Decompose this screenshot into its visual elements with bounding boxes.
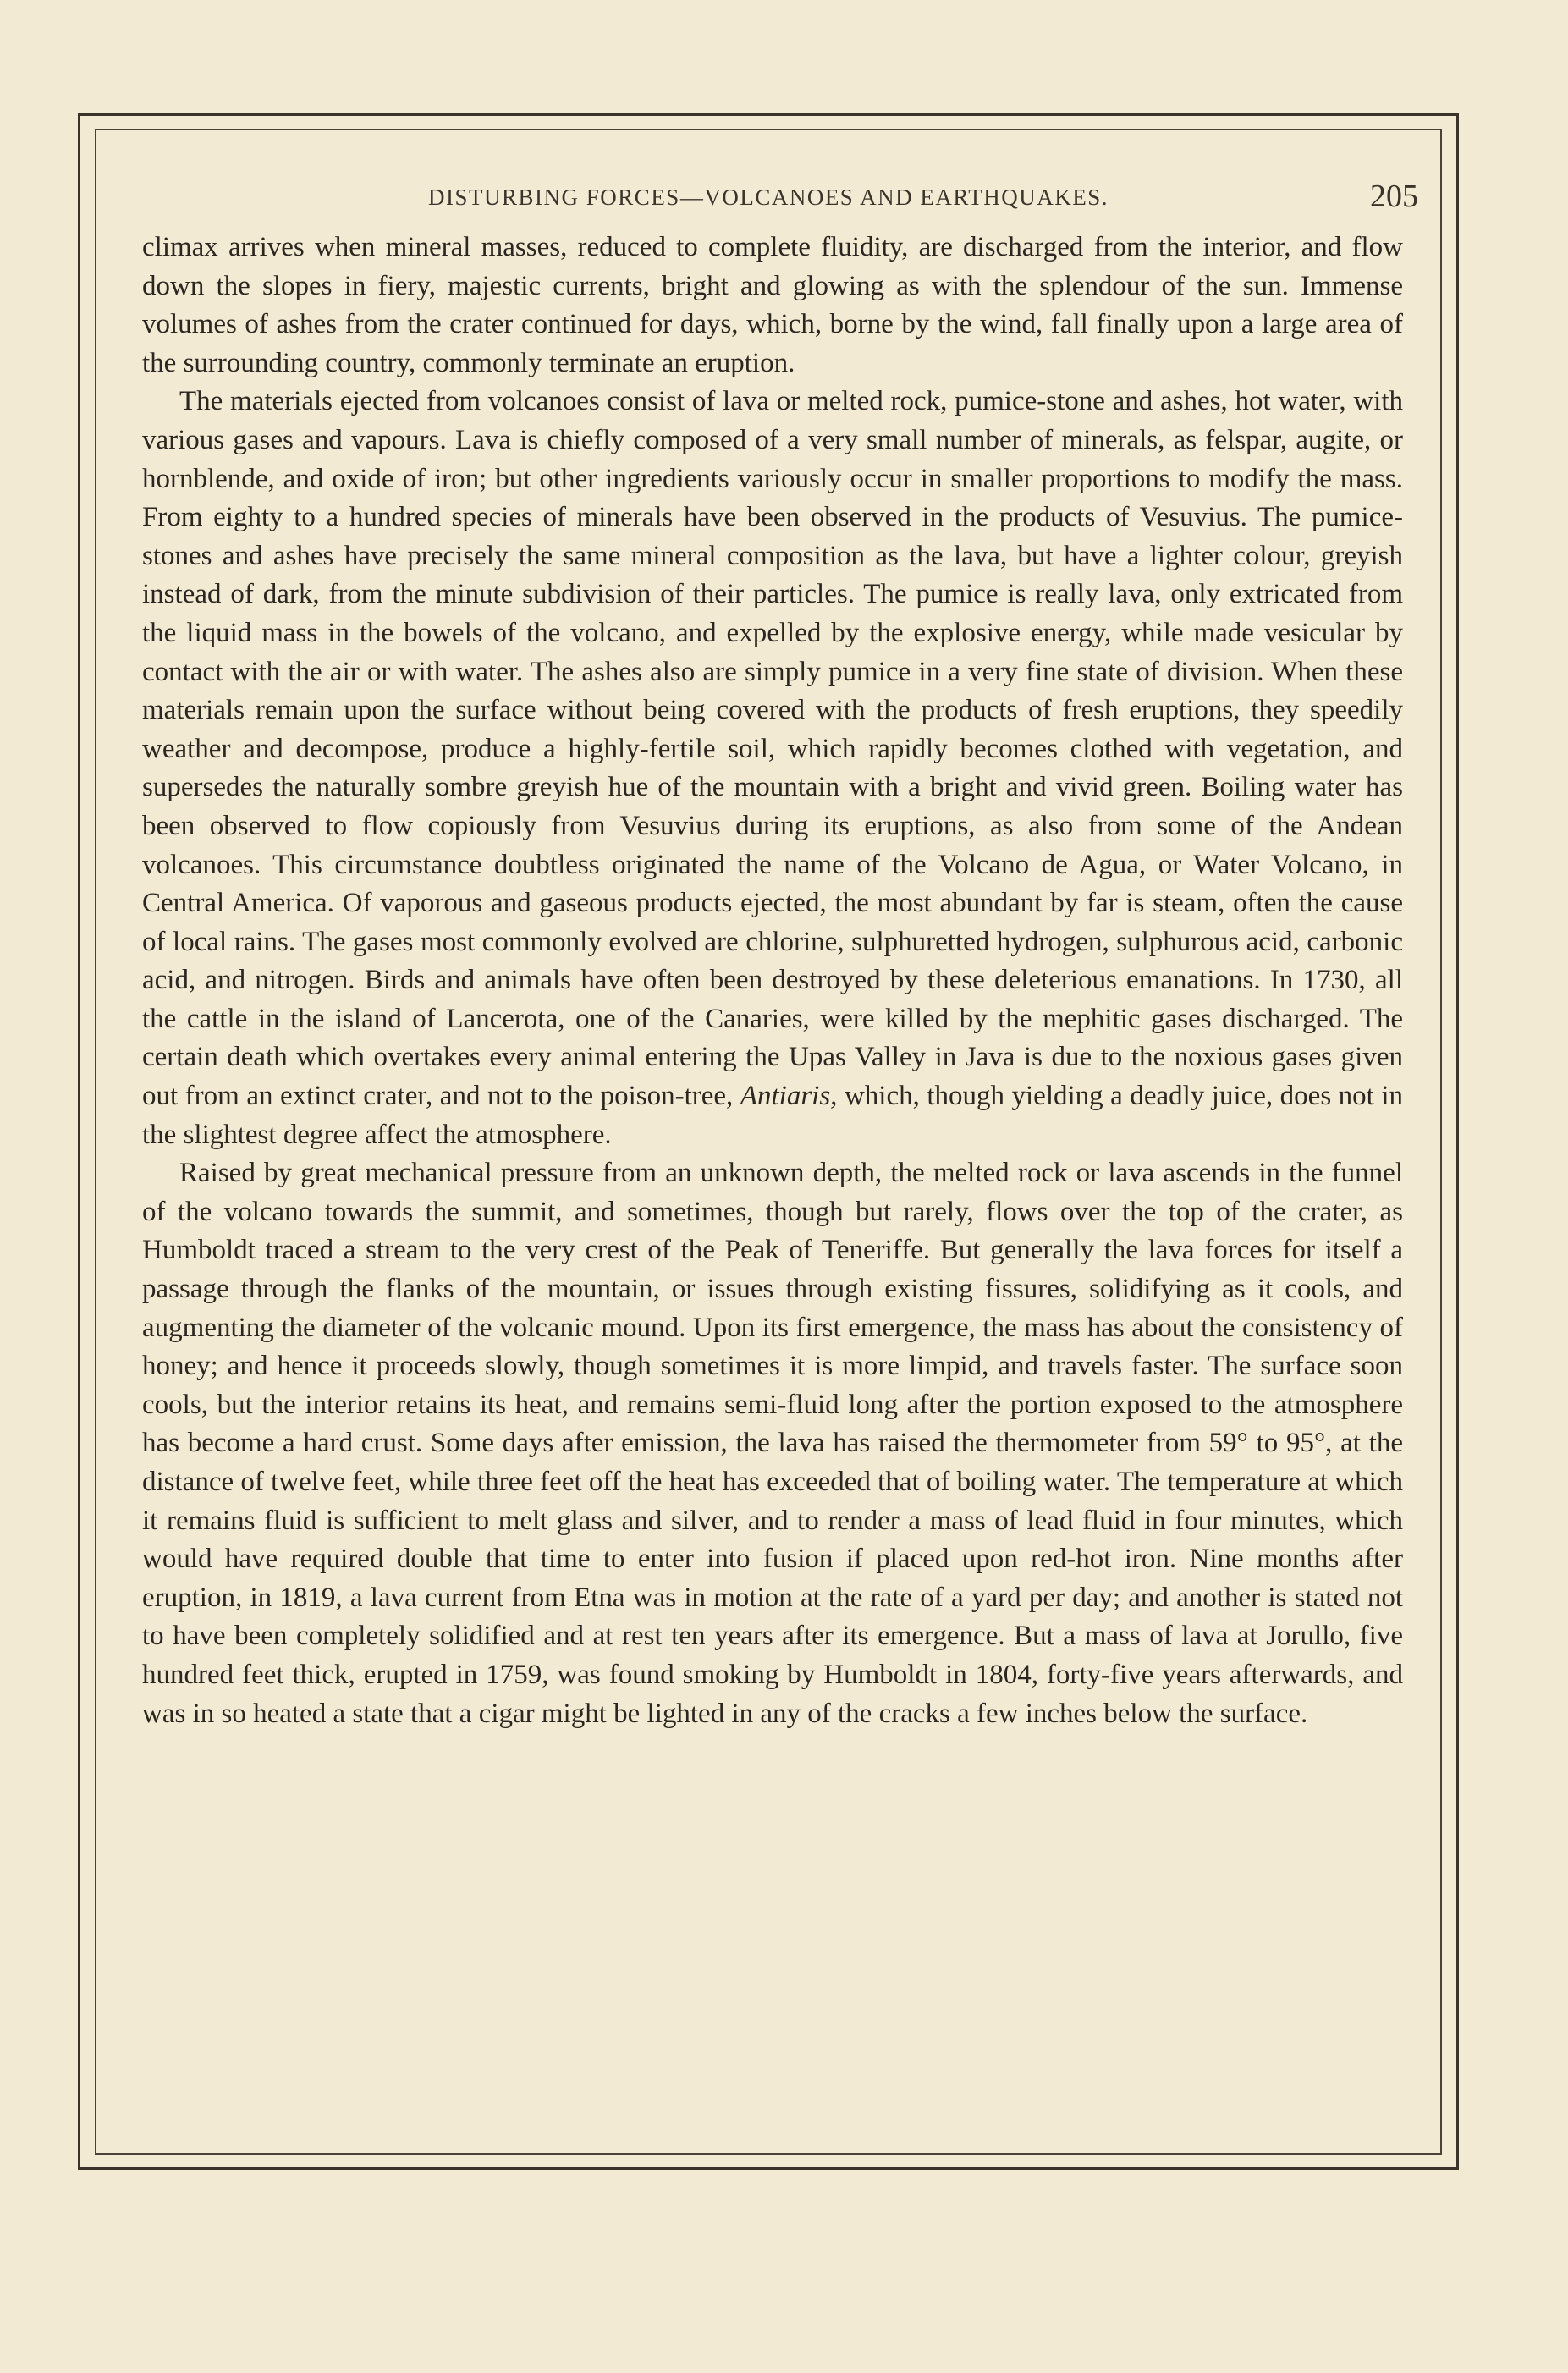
paragraph-2-text: The materials ejected from volcanoes consist of lava or melted rock, pumice-stone and ashes, hot water, with various gases and vapours. Lava is chiefly composed of a very small number of minerals, as felspar, augite, or hornblende, and oxide of iron; but other ingredients variously occur in smaller proportions to modify the mass. From eighty to a hundred species of minerals have been observed in the products of Vesuvius. The pumice-stones and ashes have precisely the same mineral composition as the lava, but have a lighter colour, greyish instead of dark, from the minute subdivision of their particles. The pumice is really lava, only extricated from the liquid mass in the bowels of the volcano, and expelled by the explosive energy, while made vesicular by contact with the air or with water. The ashes also are simply pumice in a very fine state of division. When these materials remain upon the surface without being covered with the products of fresh eruptions, they speedily weather and decompose, produce a highly-fertile soil, which rapidly becomes clothed with vegetation, and supersedes the naturally sombre greyish hue of the mountain with a bright and vivid green. Boiling water has been observed to flow copiously from Vesuvius during its eruptions, as also from some of the Andean volcanoes. This circumstance doubtless originated the name of the Volcano de Agua, or Water Volcano, in Central America. Of vaporous and gaseous products ejected, the most abundant by far is steam, often the cause of local rains. The gases most commonly evolved are chlorine, sulphuretted hydrogen, sulphurous acid, carbonic acid, and nitrogen. Birds and animals have often been destroyed by these deleterious emanations. In 1730, all the cattle in the island of Lancerota, one of the Canaries, were killed by the mephitic gases discharged. The certain death which overtakes every animal entering the Upas Valley in Java is due to the noxious gases given out from an extinct crater, and not to the poison-tree, — [142, 386, 1403, 1112]
paragraph-2-tail: which, though yielding a deadly juice, does not in the slightest degree affect the atmosphere. — [142, 1081, 1404, 1150]
paragraph-1-text: climax arrives when mineral masses, reduced to complete fluidity, are discharged from the interior, and flow down the slopes in fiery, majestic currents, bright and glowing as with the splendour of the sun. Immense volumes of ashes from the crater continued for days, which, borne by the wind, fall finally upon a large area of the surrounding country, commonly terminate an eruption. — [142, 232, 1403, 378]
paragraph-3-text: Raised by great mechanical pressure from an unknown depth, the melted rock or lava ascends in the funnel of the volcano towards the summit, and sometimes, though but rarely, flows over the top of the crater, as Humboldt traced a stream to the very crest of the Peak of Teneriffe. But generally the lava forces for itself a passage through the flanks of the mountain, or issues through existing fissures, solidifying as it cools, and augmenting the diameter of the volcanic mound. Upon its first emergence, the mass has about the consistency of honey; and hence it proceeds slowly, though sometimes it is more limpid, and travels faster. The surface soon cools, but the interior retains its heat, and remains semi-fluid long after the portion exposed to the atmosphere has become a hard crust. Some days after emission, the lava has raised the thermometer from 59° to 95°, at the distance of twelve feet, while three feet off the heat has exceeded that of boiling water. The temperature at which it remains fluid is sufficient to melt glass and silver, and to render a mass of lead fluid in four minutes, which would have required double that time to enter into fusion if placed upon red-hot iron. Nine months after eruption, in 1819, a lava current from Etna was in motion at the rate of a yard per day; and another is stated not to have been completely solidified and at rest ten years after its emergence. But a mass of lava at Jorullo, five hundred feet thick, erupted in 1759, was found smoking by Humboldt in 1804, forty-five years afterwards, and was in so heated a state that a cigar might be lighted in any of the cracks a few inches below the surface. — [142, 1158, 1403, 1729]
paragraph-1 — [142, 228, 1403, 383]
paragraph-2 — [142, 383, 1403, 1154]
running-title: DISTURBING FORCES—VOLCANOES AND EARTHQUAKES. — [428, 184, 1109, 210]
page-number: 205 — [1370, 179, 1418, 214]
body-text — [142, 228, 1403, 1733]
paragraph-3 — [142, 1154, 1403, 1733]
italic-term-antiaris: Antiaris, — [740, 1081, 838, 1112]
page-header — [118, 178, 1418, 220]
